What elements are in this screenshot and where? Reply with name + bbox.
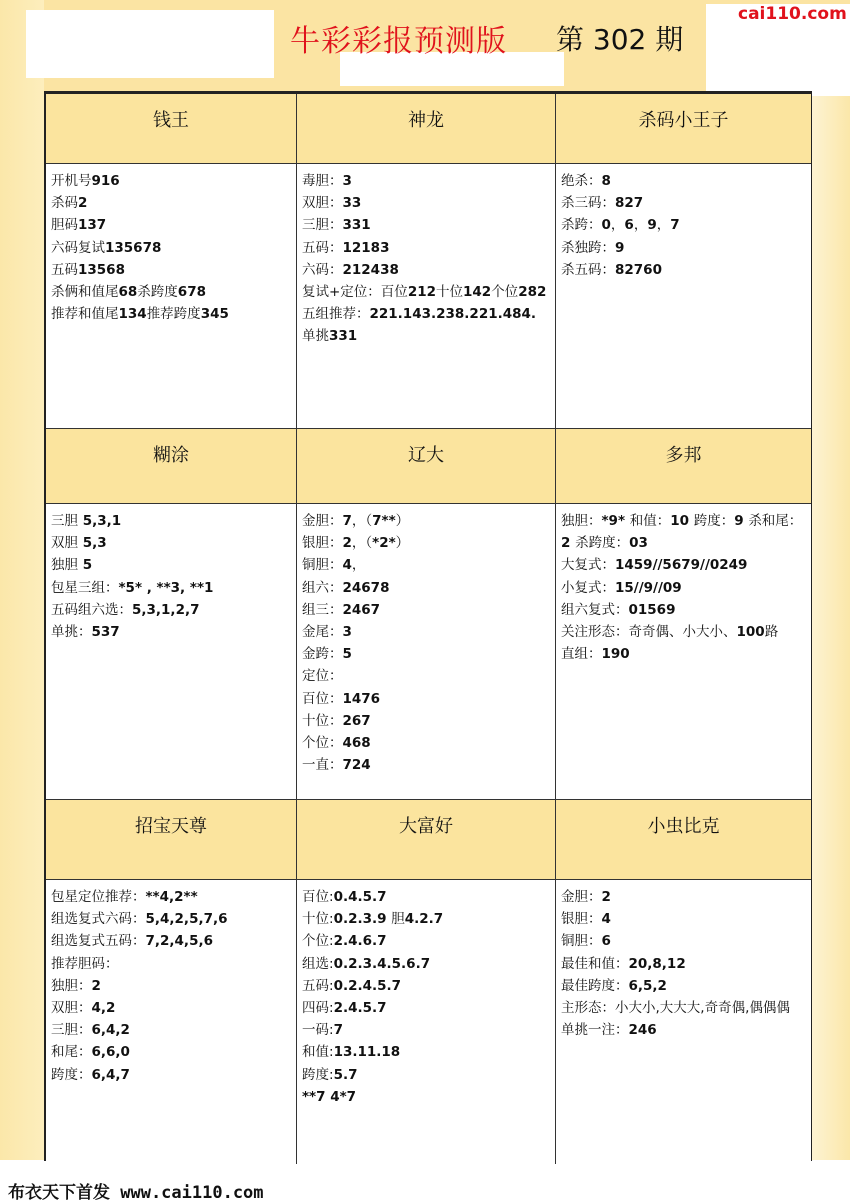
prediction-line: 绝杀：8 — [561, 173, 611, 189]
prediction-line: 六码复试135678 — [51, 239, 162, 256]
cell-title: 辽大 — [297, 429, 556, 504]
prediction-line: 六码：212438 — [302, 261, 399, 278]
cell-title: 多邦 — [556, 429, 811, 504]
prediction-line: 组三：2467 — [302, 601, 381, 618]
prediction-line: **7 4*7 — [302, 1088, 357, 1105]
prediction-line: 三胆 5,3,1 — [51, 513, 122, 529]
footer-credit: 布衣天下首发 www.cai110.com — [8, 1183, 264, 1203]
cell-title: 钱王 — [46, 94, 297, 164]
prediction-line: 十位：267 — [302, 712, 371, 729]
prediction-line: 金胆：7，（7**） — [302, 513, 410, 529]
cell-content — [46, 880, 297, 1164]
left-margin-band — [0, 0, 44, 1160]
issue-number: 第 302 期 — [556, 23, 684, 56]
prediction-line: 组选复式六码：5,4,2,5,7,6 — [51, 911, 228, 928]
prediction-line: 杀独跨：9 — [561, 239, 625, 256]
prediction-line: 铜胆：6 — [561, 933, 611, 950]
prediction-line: 小复式：15//9//09 — [561, 579, 682, 596]
cell-title: 神龙 — [297, 94, 556, 164]
prediction-line: 单挑一注：246 — [561, 1022, 657, 1039]
prediction-line: 银胆：2，（*2*） — [302, 535, 410, 552]
prediction-line: 直组：190 — [561, 646, 630, 663]
prediction-line: 金跨：5 — [302, 646, 352, 663]
prediction-line: 胆码137 — [51, 217, 107, 234]
prediction-line: 四码:2.4.5.7 — [302, 1000, 387, 1017]
prediction-line: 五码:0.2.4.5.7 — [302, 977, 402, 994]
prediction-line: 大复式：1459//5679//0249 — [561, 557, 748, 574]
cell-content — [46, 164, 297, 429]
page-title: 牛彩彩报预测版 — [290, 24, 507, 59]
cell-title: 小虫比克 — [556, 800, 811, 880]
right-margin-band — [812, 96, 850, 1160]
cell-title: 杀码小王子 — [556, 94, 811, 164]
prediction-line: 最佳跨度：6,5,2 — [561, 977, 667, 994]
prediction-line: 独胆 5 — [51, 557, 93, 574]
prediction-line: 组选复式五码：7,2,4,5,6 — [51, 933, 213, 950]
prediction-line: 双胆：33 — [302, 195, 362, 212]
prediction-line: 组六复式：01569 — [561, 601, 676, 618]
site-logo[interactable]: cai110.com — [738, 4, 847, 24]
prediction-grid — [44, 91, 812, 1161]
prediction-line: 杀五码：82760 — [561, 261, 662, 278]
prediction-line: 杀三码：827 — [561, 195, 644, 212]
cell-title: 糊涂 — [46, 429, 297, 504]
prediction-line: 推荐和值尾134推荐跨度345 — [51, 306, 229, 323]
prediction-line: 百位：1476 — [302, 690, 381, 707]
prediction-line: 个位：468 — [302, 735, 371, 752]
prediction-line: 三胆：331 — [302, 217, 371, 234]
prediction-line: 独胆：2 — [51, 977, 101, 994]
prediction-line: 包星定位推荐：**4,2** — [51, 889, 198, 905]
prediction-line: 跨度:5.7 — [302, 1066, 358, 1083]
cell-title: 大富好 — [297, 800, 556, 880]
prediction-line: 五组推荐：221.143.238.221.484. — [302, 306, 537, 323]
prediction-line: 关注形态：奇奇偶、小大小、100路 — [561, 624, 779, 641]
prediction-line: 金尾：3 — [302, 624, 352, 641]
cell-content — [46, 504, 297, 800]
cell-content — [297, 164, 556, 429]
prediction-line: 五码：12183 — [302, 239, 390, 256]
prediction-line: 五码13568 — [51, 261, 125, 278]
cell-content — [556, 880, 811, 1164]
prediction-line: 一直：724 — [302, 757, 371, 774]
prediction-line: 包星三组：*5* , **3, **1 — [51, 579, 214, 596]
prediction-line: 杀跨：0，6，9，7 — [561, 217, 680, 234]
prediction-line: 推荐胆码： — [51, 955, 119, 972]
prediction-line: 双胆 5,3 — [51, 535, 107, 552]
prediction-line: 组六：24678 — [302, 579, 390, 596]
prediction-line: 开机号916 — [51, 173, 120, 189]
prediction-line: 和值:13.11.18 — [302, 1044, 401, 1061]
prediction-line: 定位： — [302, 668, 343, 685]
prediction-line: 个位:2.4.6.7 — [302, 933, 387, 950]
prediction-line: 组选:0.2.3.4.5.6.7 — [302, 955, 431, 972]
prediction-line: 复试+定位：百位212十位142个位282 — [302, 284, 547, 301]
prediction-line: 独胆：*9* 和值：10 跨度：9 杀和尾：2 杀跨度：03 — [561, 513, 803, 552]
prediction-line: 和尾：6,6,0 — [51, 1044, 130, 1061]
redaction-box — [26, 10, 274, 78]
prediction-line: 单挑331 — [302, 328, 358, 345]
prediction-line: 银胆：4 — [561, 911, 611, 928]
prediction-line: 毒胆：3 — [302, 173, 352, 189]
prediction-line: 百位:0.4.5.7 — [302, 889, 387, 905]
prediction-line: 五码组六选：5,3,1,2,7 — [51, 601, 200, 618]
prediction-line: 十位:0.2.3.9 胆4.2.7 — [302, 911, 444, 928]
prediction-line: 主形态：小大小,大大大,奇奇偶,偶偶偶 — [561, 1000, 790, 1017]
prediction-line: 单挑：537 — [51, 624, 120, 641]
cell-content — [556, 164, 811, 429]
cell-content — [556, 504, 811, 800]
prediction-line: 一码:7 — [302, 1022, 343, 1039]
cell-content — [297, 880, 556, 1164]
prediction-line: 跨度：6,4,7 — [51, 1066, 130, 1083]
prediction-line: 双胆：4,2 — [51, 1000, 116, 1017]
prediction-line: 杀俩和值尾68杀跨度678 — [51, 284, 206, 301]
prediction-line: 三胆：6,4,2 — [51, 1022, 130, 1039]
prediction-line: 金胆：2 — [561, 889, 611, 905]
prediction-line: 铜胆：4， — [302, 557, 366, 574]
cell-title: 招宝天尊 — [46, 800, 297, 880]
prediction-line: 杀码2 — [51, 195, 88, 212]
prediction-line: 最佳和值：20,8,12 — [561, 955, 686, 972]
cell-content — [297, 504, 556, 800]
